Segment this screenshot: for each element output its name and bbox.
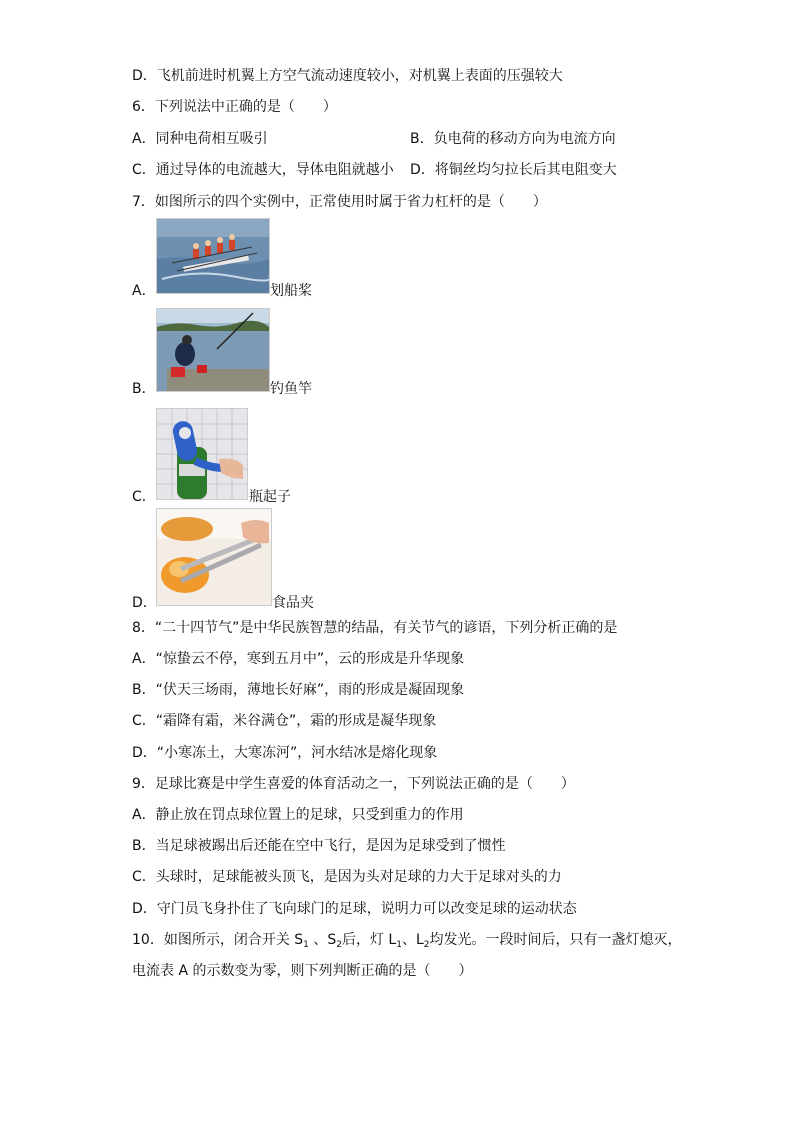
q10-stem-line1 — [132, 930, 682, 955]
q8-option-b: B．“伏天三场雨，薄地长好麻”，雨的形成是凝固现象 — [132, 682, 465, 698]
q10-text-c: 后，灯 L — [341, 932, 397, 948]
q10-sub-l2: 2 — [423, 940, 430, 950]
q6-option-c: C．通过导体的电流越大，导体电阻就越小 — [132, 162, 394, 178]
q8-option-a: A．“惊蛰云不停，寒到五月中”，云的形成是升华现象 — [132, 651, 465, 667]
q10-text-e: 均发光。一段时间后，只有一盏灯熄灭， — [429, 932, 682, 948]
q10-text-a: 10．如图所示，闭合开关 S — [132, 932, 304, 948]
rowing-image — [156, 218, 270, 294]
q7-option-c-caption: 瓶起子 — [249, 489, 291, 505]
q6-option-b: B．负电荷的移动方向为电流方向 — [410, 131, 616, 147]
q8-option-d: D．“小寒冻土，大寒冻河”，河水结冰是熔化现象 — [132, 745, 438, 761]
q7-option-a-caption: 划船桨 — [270, 283, 312, 299]
food-tongs-image — [156, 508, 272, 606]
q10-sub-s1: 1 — [303, 940, 309, 950]
q9-option-d: D．守门员飞身扑住了飞向球门的足球，说明力可以改变足球的运动状态 — [132, 901, 577, 917]
q7-option-d-caption: 食品夹 — [272, 595, 314, 611]
q10-text-d: 、L — [401, 932, 424, 948]
q6-stem: 6．下列说法中正确的是（ ） — [132, 99, 337, 115]
q7-option-c-label: C． — [132, 489, 156, 505]
q7-option-d-label: D． — [132, 595, 157, 611]
q10-sub-l1: 1 — [396, 940, 402, 950]
q7-option-b-caption: 钓鱼竿 — [270, 381, 312, 397]
q10-text-b: 、S — [308, 932, 337, 948]
q5-option-d: D．飞机前进时机翼上方空气流动速度较小，对机翼上表面的压强较大 — [132, 68, 563, 84]
q7-option-a-label: A． — [132, 283, 156, 299]
q7-stem: 7．如图所示的四个实例中，正常使用时属于省力杠杆的是（ ） — [132, 194, 547, 210]
q7-option-b-label: B． — [132, 381, 156, 397]
fishing-image — [156, 308, 270, 392]
q9-option-b: B．当足球被踢出后还能在空中飞行，是因为足球受到了惯性 — [132, 838, 506, 854]
q6-option-a: A．同种电荷相互吸引 — [132, 131, 268, 147]
q9-stem: 9．足球比赛是中学生喜爱的体育活动之一，下列说法正确的是（ ） — [132, 776, 575, 792]
q8-stem: 8．“二十四节气”是中华民族智慧的结晶，有关节气的谚语，下列分析正确的是 — [132, 620, 618, 636]
q9-option-a: A．静止放在罚点球位置上的足球，只受到重力的作用 — [132, 807, 464, 823]
q10-sub-s2: 2 — [336, 940, 342, 950]
q9-option-c: C．头球时，足球能被头顶飞，是因为头对足球的力大于足球对头的力 — [132, 869, 562, 885]
q6-option-d: D．将铜丝均匀拉长后其电阻变大 — [410, 162, 617, 178]
bottle-opener-image — [156, 408, 248, 500]
q8-option-c: C．“霜降有霜，米谷满仓”，霜的形成是凝华现象 — [132, 713, 437, 729]
q10-stem-line2: 电流表 A 的示数变为零，则下列判断正确的是（ ） — [132, 963, 473, 979]
